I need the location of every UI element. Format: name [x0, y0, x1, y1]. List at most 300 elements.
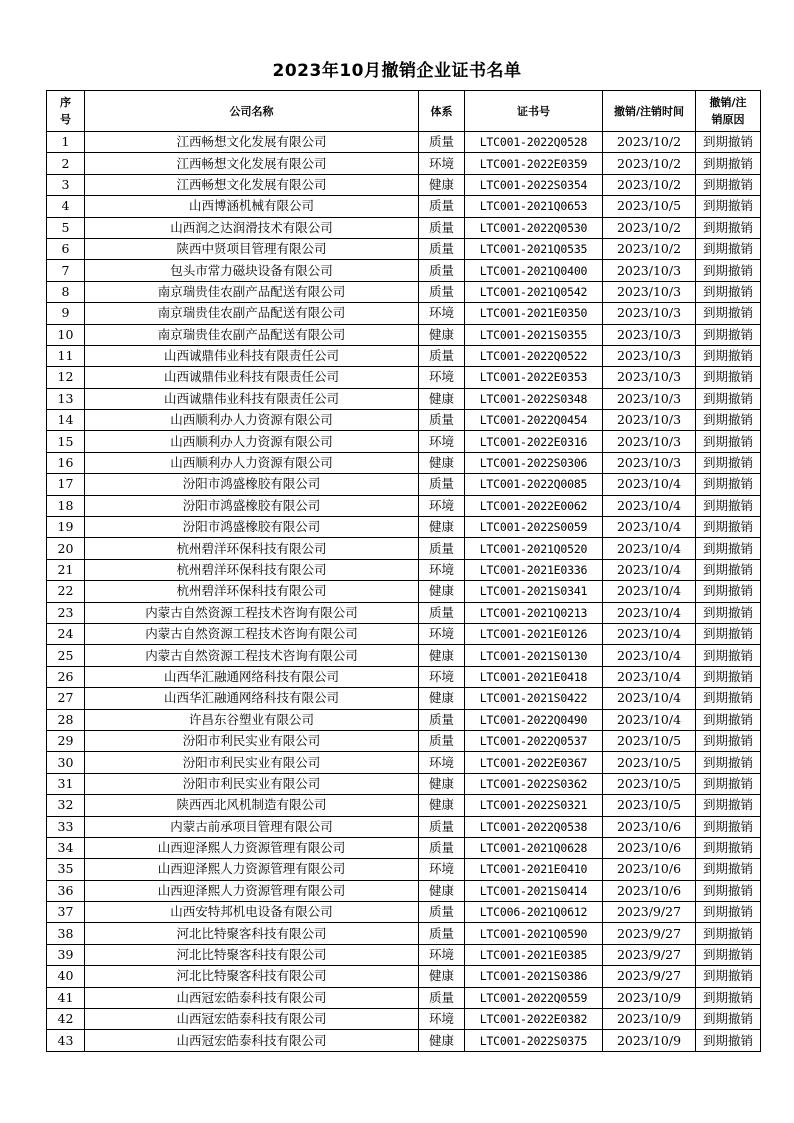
table-row — [47, 559, 761, 580]
cell-company-name: 汾阳市鸿盛橡胶有限公司 — [85, 474, 419, 495]
cell-revocation-date: 2023/10/2 — [603, 132, 696, 153]
cell-certificate-number: LTC001-2022Q0530 — [465, 217, 603, 238]
cell-serial-number: 7 — [47, 260, 85, 281]
cell-revocation-date: 2023/10/4 — [603, 666, 696, 687]
cell-serial-number: 12 — [47, 367, 85, 388]
table-row — [47, 581, 761, 602]
cell-serial-number: 25 — [47, 645, 85, 666]
cell-revocation-date: 2023/10/3 — [603, 388, 696, 409]
cell-serial-number: 6 — [47, 238, 85, 259]
cell-system: 环境 — [419, 367, 465, 388]
cell-serial-number: 38 — [47, 923, 85, 944]
cell-serial-number: 18 — [47, 495, 85, 516]
cell-certificate-number: LTC001-2021E0126 — [465, 623, 603, 644]
cell-company-name: 山西华汇融通网络科技有限公司 — [85, 688, 419, 709]
cell-system: 质量 — [419, 730, 465, 751]
table-row — [47, 474, 761, 495]
cell-revocation-date: 2023/10/4 — [603, 602, 696, 623]
cell-company-name: 汾阳市利民实业有限公司 — [85, 773, 419, 794]
cell-revocation-date: 2023/10/4 — [603, 538, 696, 559]
cell-system: 质量 — [419, 474, 465, 495]
cell-revocation-reason: 到期撤销 — [696, 987, 761, 1008]
cell-certificate-number: LTC001-2021S0386 — [465, 966, 603, 987]
table-row — [47, 495, 761, 516]
cell-system: 健康 — [419, 966, 465, 987]
cell-company-name: 山西安特邦机电设备有限公司 — [85, 902, 419, 923]
cell-certificate-number: LTC001-2022E0367 — [465, 752, 603, 773]
cell-serial-number: 37 — [47, 902, 85, 923]
cell-serial-number: 34 — [47, 837, 85, 858]
header-system: 体系 — [419, 91, 465, 132]
cell-serial-number: 11 — [47, 345, 85, 366]
cell-system: 环境 — [419, 495, 465, 516]
cell-serial-number: 8 — [47, 281, 85, 302]
cell-revocation-date: 2023/10/4 — [603, 581, 696, 602]
cell-system: 环境 — [419, 559, 465, 580]
document-title: 2023年10月撤销企业证书名单 — [272, 61, 522, 81]
cell-serial-number: 2 — [47, 153, 85, 174]
cell-company-name: 内蒙古自然资源工程技术咨询有限公司 — [85, 645, 419, 666]
cell-certificate-number: LTC001-2022Q0454 — [465, 410, 603, 431]
table-row — [47, 1009, 761, 1030]
cell-serial-number: 9 — [47, 303, 85, 324]
cell-revocation-date: 2023/10/5 — [603, 795, 696, 816]
cell-system: 环境 — [419, 1009, 465, 1030]
table-row — [47, 623, 761, 644]
table-row — [47, 260, 761, 281]
cell-company-name: 山西诚鼎伟业科技有限责任公司 — [85, 388, 419, 409]
table-row — [47, 987, 761, 1008]
cell-revocation-date: 2023/10/2 — [603, 153, 696, 174]
cell-company-name: 山西博涵机械有限公司 — [85, 196, 419, 217]
cell-system: 质量 — [419, 816, 465, 837]
cell-revocation-reason: 到期撤销 — [696, 260, 761, 281]
cell-company-name: 山西顺利办人力资源有限公司 — [85, 431, 419, 452]
header-revocation-reason: 撤销/注销原因 — [696, 91, 761, 132]
cell-serial-number: 17 — [47, 474, 85, 495]
cell-certificate-number: LTC001-2021Q0520 — [465, 538, 603, 559]
cell-company-name: 河北比特聚客科技有限公司 — [85, 923, 419, 944]
cell-system: 健康 — [419, 645, 465, 666]
table-body — [47, 132, 761, 1052]
cell-revocation-reason: 到期撤销 — [696, 345, 761, 366]
cell-serial-number: 14 — [47, 410, 85, 431]
table-row — [47, 880, 761, 901]
cell-system: 质量 — [419, 987, 465, 1008]
cell-certificate-number: LTC001-2022S0362 — [465, 773, 603, 794]
cell-revocation-date: 2023/10/5 — [603, 773, 696, 794]
cell-serial-number: 40 — [47, 966, 85, 987]
cell-system: 健康 — [419, 795, 465, 816]
cell-company-name: 杭州碧洋环保科技有限公司 — [85, 559, 419, 580]
cell-company-name: 内蒙古自然资源工程技术咨询有限公司 — [85, 602, 419, 623]
cell-certificate-number: LTC001-2022Q0085 — [465, 474, 603, 495]
cell-revocation-date: 2023/10/9 — [603, 987, 696, 1008]
cell-revocation-date: 2023/10/3 — [603, 452, 696, 473]
cell-certificate-number: LTC001-2022Q0490 — [465, 709, 603, 730]
cell-system: 质量 — [419, 538, 465, 559]
cell-serial-number: 22 — [47, 581, 85, 602]
cell-revocation-date: 2023/10/2 — [603, 217, 696, 238]
table-row — [47, 944, 761, 965]
cell-revocation-date: 2023/10/6 — [603, 859, 696, 880]
table-row — [47, 217, 761, 238]
table-row — [47, 452, 761, 473]
cell-serial-number: 4 — [47, 196, 85, 217]
cell-revocation-reason: 到期撤销 — [696, 859, 761, 880]
cell-certificate-number: LTC001-2021Q0213 — [465, 602, 603, 623]
table-row — [47, 431, 761, 452]
cell-system: 质量 — [419, 260, 465, 281]
cell-certificate-number: LTC001-2021S0130 — [465, 645, 603, 666]
cell-company-name: 山西冠宏皓泰科技有限公司 — [85, 1030, 419, 1051]
cell-revocation-reason: 到期撤销 — [696, 303, 761, 324]
cell-company-name: 陕西中贤项目管理有限公司 — [85, 238, 419, 259]
cell-revocation-date: 2023/10/9 — [603, 1030, 696, 1051]
cell-system: 健康 — [419, 517, 465, 538]
cell-company-name: 内蒙古前承项目管理有限公司 — [85, 816, 419, 837]
cell-revocation-reason: 到期撤销 — [696, 281, 761, 302]
cell-company-name: 山西迎泽熙人力资源管理有限公司 — [85, 837, 419, 858]
cell-serial-number: 27 — [47, 688, 85, 709]
cell-serial-number: 3 — [47, 174, 85, 195]
cell-serial-number: 21 — [47, 559, 85, 580]
cell-serial-number: 5 — [47, 217, 85, 238]
table-row — [47, 196, 761, 217]
revoked-certificates-table — [46, 90, 761, 1052]
cell-revocation-reason: 到期撤销 — [696, 217, 761, 238]
cell-company-name: 河北比特聚客科技有限公司 — [85, 944, 419, 965]
table-row — [47, 902, 761, 923]
cell-revocation-reason: 到期撤销 — [696, 645, 761, 666]
cell-revocation-date: 2023/10/4 — [603, 495, 696, 516]
cell-revocation-date: 2023/10/9 — [603, 1009, 696, 1030]
cell-revocation-reason: 到期撤销 — [696, 538, 761, 559]
table-row — [47, 795, 761, 816]
cell-revocation-reason: 到期撤销 — [696, 495, 761, 516]
cell-certificate-number: LTC001-2022S0059 — [465, 517, 603, 538]
cell-revocation-date: 2023/10/3 — [603, 345, 696, 366]
cell-revocation-reason: 到期撤销 — [696, 752, 761, 773]
cell-company-name: 河北比特聚客科技有限公司 — [85, 966, 419, 987]
cell-revocation-date: 2023/10/2 — [603, 174, 696, 195]
table-row — [47, 816, 761, 837]
table-row — [47, 709, 761, 730]
cell-company-name: 山西诚鼎伟业科技有限责任公司 — [85, 367, 419, 388]
cell-certificate-number: LTC001-2021E0385 — [465, 944, 603, 965]
cell-system: 环境 — [419, 859, 465, 880]
cell-serial-number: 36 — [47, 880, 85, 901]
cell-revocation-date: 2023/10/4 — [603, 709, 696, 730]
table-row — [47, 345, 761, 366]
cell-revocation-reason: 到期撤销 — [696, 730, 761, 751]
cell-revocation-date: 2023/10/3 — [603, 324, 696, 345]
cell-certificate-number: LTC001-2021Q0653 — [465, 196, 603, 217]
cell-certificate-number: LTC001-2021Q0400 — [465, 260, 603, 281]
cell-certificate-number: LTC001-2022S0321 — [465, 795, 603, 816]
cell-revocation-date: 2023/10/2 — [603, 238, 696, 259]
cell-revocation-date: 2023/10/3 — [603, 260, 696, 281]
table-row — [47, 688, 761, 709]
cell-serial-number: 29 — [47, 730, 85, 751]
cell-system: 质量 — [419, 238, 465, 259]
cell-revocation-date: 2023/9/27 — [603, 902, 696, 923]
cell-revocation-date: 2023/10/4 — [603, 559, 696, 580]
cell-revocation-reason: 到期撤销 — [696, 410, 761, 431]
table-row — [47, 132, 761, 153]
cell-certificate-number: LTC001-2022E0316 — [465, 431, 603, 452]
cell-revocation-reason: 到期撤销 — [696, 474, 761, 495]
cell-company-name: 山西顺利办人力资源有限公司 — [85, 452, 419, 473]
cell-revocation-reason: 到期撤销 — [696, 902, 761, 923]
cell-company-name: 汾阳市利民实业有限公司 — [85, 730, 419, 751]
table-row — [47, 367, 761, 388]
cell-certificate-number: LTC001-2021E0350 — [465, 303, 603, 324]
cell-serial-number: 10 — [47, 324, 85, 345]
cell-revocation-reason: 到期撤销 — [696, 666, 761, 687]
cell-certificate-number: LTC001-2021E0336 — [465, 559, 603, 580]
cell-serial-number: 24 — [47, 623, 85, 644]
cell-revocation-reason: 到期撤销 — [696, 174, 761, 195]
cell-company-name: 山西迎泽熙人力资源管理有限公司 — [85, 859, 419, 880]
cell-revocation-reason: 到期撤销 — [696, 431, 761, 452]
cell-serial-number: 1 — [47, 132, 85, 153]
cell-system: 健康 — [419, 1030, 465, 1051]
cell-company-name: 山西迎泽熙人力资源管理有限公司 — [85, 880, 419, 901]
cell-revocation-reason: 到期撤销 — [696, 196, 761, 217]
cell-revocation-reason: 到期撤销 — [696, 709, 761, 730]
cell-system: 环境 — [419, 752, 465, 773]
cell-revocation-reason: 到期撤销 — [696, 688, 761, 709]
cell-revocation-reason: 到期撤销 — [696, 623, 761, 644]
cell-revocation-date: 2023/9/27 — [603, 966, 696, 987]
cell-company-name: 包头市常力磁块设备有限公司 — [85, 260, 419, 281]
cell-company-name: 山西冠宏皓泰科技有限公司 — [85, 1009, 419, 1030]
cell-serial-number: 41 — [47, 987, 85, 1008]
table-row — [47, 645, 761, 666]
cell-serial-number: 28 — [47, 709, 85, 730]
cell-certificate-number: LTC001-2021E0410 — [465, 859, 603, 880]
cell-revocation-reason: 到期撤销 — [696, 795, 761, 816]
cell-system: 健康 — [419, 324, 465, 345]
cell-serial-number: 23 — [47, 602, 85, 623]
cell-system: 健康 — [419, 388, 465, 409]
header-revocation-date: 撤销/注销时间 — [603, 91, 696, 132]
cell-certificate-number: LTC001-2021Q0535 — [465, 238, 603, 259]
cell-revocation-reason: 到期撤销 — [696, 517, 761, 538]
table-header-row — [47, 91, 761, 132]
table-row — [47, 923, 761, 944]
table-row — [47, 153, 761, 174]
cell-system: 健康 — [419, 581, 465, 602]
header-certificate-number: 证书号 — [465, 91, 603, 132]
cell-certificate-number: LTC001-2021S0414 — [465, 880, 603, 901]
header-serial-number: 序号 — [47, 91, 85, 132]
cell-certificate-number: LTC001-2022Q0538 — [465, 816, 603, 837]
cell-certificate-number: LTC001-2021Q0628 — [465, 837, 603, 858]
cell-certificate-number: LTC001-2021Q0542 — [465, 281, 603, 302]
cell-revocation-date: 2023/10/3 — [603, 281, 696, 302]
cell-company-name: 江西畅想文化发展有限公司 — [85, 132, 419, 153]
cell-revocation-date: 2023/10/3 — [603, 410, 696, 431]
table-row — [47, 1030, 761, 1051]
cell-certificate-number: LTC001-2022E0062 — [465, 495, 603, 516]
cell-system: 质量 — [419, 902, 465, 923]
cell-certificate-number: LTC001-2022Q0528 — [465, 132, 603, 153]
cell-company-name: 陕西西北风机制造有限公司 — [85, 795, 419, 816]
cell-revocation-reason: 到期撤销 — [696, 559, 761, 580]
cell-certificate-number: LTC001-2022S0354 — [465, 174, 603, 195]
cell-revocation-date: 2023/10/4 — [603, 517, 696, 538]
cell-certificate-number: LTC001-2022S0306 — [465, 452, 603, 473]
cell-serial-number: 32 — [47, 795, 85, 816]
cell-revocation-date: 2023/10/3 — [603, 303, 696, 324]
cell-system: 质量 — [419, 709, 465, 730]
cell-system: 质量 — [419, 837, 465, 858]
cell-revocation-reason: 到期撤销 — [696, 238, 761, 259]
cell-system: 健康 — [419, 773, 465, 794]
cell-company-name: 汾阳市鸿盛橡胶有限公司 — [85, 495, 419, 516]
cell-revocation-reason: 到期撤销 — [696, 1009, 761, 1030]
cell-company-name: 汾阳市利民实业有限公司 — [85, 752, 419, 773]
table-row — [47, 837, 761, 858]
cell-company-name: 杭州碧洋环保科技有限公司 — [85, 538, 419, 559]
cell-certificate-number: LTC001-2022S0375 — [465, 1030, 603, 1051]
cell-revocation-reason: 到期撤销 — [696, 602, 761, 623]
cell-serial-number: 42 — [47, 1009, 85, 1030]
cell-certificate-number: LTC001-2021S0341 — [465, 581, 603, 602]
cell-revocation-reason: 到期撤销 — [696, 324, 761, 345]
cell-system: 质量 — [419, 410, 465, 431]
table-row — [47, 281, 761, 302]
cell-system: 质量 — [419, 132, 465, 153]
cell-revocation-reason: 到期撤销 — [696, 923, 761, 944]
cell-revocation-date: 2023/10/5 — [603, 730, 696, 751]
table-row — [47, 773, 761, 794]
cell-serial-number: 35 — [47, 859, 85, 880]
cell-revocation-reason: 到期撤销 — [696, 132, 761, 153]
table-row — [47, 730, 761, 751]
cell-company-name: 杭州碧洋环保科技有限公司 — [85, 581, 419, 602]
cell-certificate-number: LTC001-2022E0359 — [465, 153, 603, 174]
cell-serial-number: 13 — [47, 388, 85, 409]
cell-certificate-number: LTC006-2021Q0612 — [465, 902, 603, 923]
cell-certificate-number: LTC001-2021Q0590 — [465, 923, 603, 944]
cell-revocation-date: 2023/10/6 — [603, 837, 696, 858]
cell-company-name: 山西华汇融通网络科技有限公司 — [85, 666, 419, 687]
cell-revocation-date: 2023/9/27 — [603, 944, 696, 965]
cell-serial-number: 19 — [47, 517, 85, 538]
cell-system: 质量 — [419, 602, 465, 623]
table-row — [47, 410, 761, 431]
table-row — [47, 388, 761, 409]
cell-revocation-reason: 到期撤销 — [696, 367, 761, 388]
cell-revocation-date: 2023/10/5 — [603, 752, 696, 773]
cell-revocation-date: 2023/10/4 — [603, 688, 696, 709]
cell-system: 质量 — [419, 923, 465, 944]
cell-system: 环境 — [419, 666, 465, 687]
table-row — [47, 666, 761, 687]
cell-company-name: 许昌东谷塑业有限公司 — [85, 709, 419, 730]
cell-certificate-number: LTC001-2022Q0522 — [465, 345, 603, 366]
cell-serial-number: 33 — [47, 816, 85, 837]
cell-revocation-date: 2023/10/3 — [603, 367, 696, 388]
cell-system: 质量 — [419, 196, 465, 217]
cell-company-name: 南京瑞贵佳农副产品配送有限公司 — [85, 281, 419, 302]
table-row — [47, 859, 761, 880]
table-row — [47, 324, 761, 345]
cell-revocation-reason: 到期撤销 — [696, 880, 761, 901]
cell-revocation-reason: 到期撤销 — [696, 452, 761, 473]
cell-revocation-date: 2023/10/4 — [603, 623, 696, 644]
cell-system: 环境 — [419, 153, 465, 174]
cell-company-name: 山西诚鼎伟业科技有限责任公司 — [85, 345, 419, 366]
cell-system: 质量 — [419, 281, 465, 302]
cell-revocation-reason: 到期撤销 — [696, 816, 761, 837]
cell-certificate-number: LTC001-2021S0422 — [465, 688, 603, 709]
cell-system: 环境 — [419, 303, 465, 324]
table-row — [47, 602, 761, 623]
cell-certificate-number: LTC001-2022E0353 — [465, 367, 603, 388]
cell-certificate-number: LTC001-2022S0348 — [465, 388, 603, 409]
cell-system: 环境 — [419, 944, 465, 965]
cell-serial-number: 26 — [47, 666, 85, 687]
cell-revocation-reason: 到期撤销 — [696, 581, 761, 602]
cell-system: 健康 — [419, 688, 465, 709]
cell-company-name: 内蒙古自然资源工程技术咨询有限公司 — [85, 623, 419, 644]
cell-company-name: 江西畅想文化发展有限公司 — [85, 174, 419, 195]
cell-serial-number: 15 — [47, 431, 85, 452]
cell-serial-number: 20 — [47, 538, 85, 559]
cell-revocation-date: 2023/10/3 — [603, 431, 696, 452]
cell-company-name: 山西顺利办人力资源有限公司 — [85, 410, 419, 431]
table-row — [47, 752, 761, 773]
cell-revocation-reason: 到期撤销 — [696, 773, 761, 794]
header-company-name: 公司名称 — [85, 91, 419, 132]
cell-revocation-date: 2023/10/6 — [603, 816, 696, 837]
table-row — [47, 238, 761, 259]
cell-certificate-number: LTC001-2021E0418 — [465, 666, 603, 687]
table-row — [47, 303, 761, 324]
cell-company-name: 南京瑞贵佳农副产品配送有限公司 — [85, 324, 419, 345]
cell-revocation-date: 2023/10/4 — [603, 645, 696, 666]
cell-serial-number: 16 — [47, 452, 85, 473]
cell-company-name: 江西畅想文化发展有限公司 — [85, 153, 419, 174]
cell-serial-number: 30 — [47, 752, 85, 773]
cell-certificate-number: LTC001-2021S0355 — [465, 324, 603, 345]
cell-serial-number: 39 — [47, 944, 85, 965]
cell-serial-number: 43 — [47, 1030, 85, 1051]
cell-system: 健康 — [419, 452, 465, 473]
table-row — [47, 966, 761, 987]
cell-revocation-date: 2023/10/5 — [603, 196, 696, 217]
cell-revocation-date: 2023/10/6 — [603, 880, 696, 901]
cell-revocation-date: 2023/10/4 — [603, 474, 696, 495]
cell-system: 健康 — [419, 880, 465, 901]
cell-system: 健康 — [419, 174, 465, 195]
cell-revocation-reason: 到期撤销 — [696, 837, 761, 858]
table-row — [47, 538, 761, 559]
cell-system: 质量 — [419, 345, 465, 366]
table-row — [47, 174, 761, 195]
cell-system: 质量 — [419, 217, 465, 238]
cell-certificate-number: LTC001-2022E0382 — [465, 1009, 603, 1030]
cell-certificate-number: LTC001-2022Q0537 — [465, 730, 603, 751]
cell-revocation-reason: 到期撤销 — [696, 966, 761, 987]
cell-system: 环境 — [419, 431, 465, 452]
cell-revocation-reason: 到期撤销 — [696, 153, 761, 174]
cell-revocation-date: 2023/9/27 — [603, 923, 696, 944]
